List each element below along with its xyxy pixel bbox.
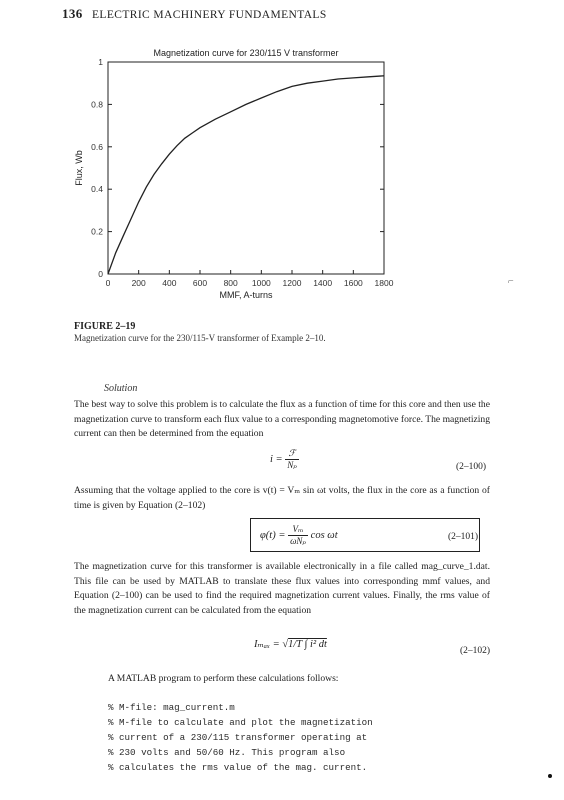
equation-3 <box>254 638 327 650</box>
equation-3-lhs: Iₘₐₓ = <box>254 639 280 650</box>
x-tick-label: 0 <box>105 278 111 288</box>
page-corner-mark <box>548 774 552 778</box>
x-tick-label: 400 <box>162 278 177 288</box>
chart-series <box>108 76 384 274</box>
paragraph-3: The magnetization curve for this transformer is available electronically in a file called mag_curve_1.dat. This file can be used by MATLAB to translate these flux values into corresponding mmf values, and Equation (2–100) can be used to find the required magnetization current values. Finally, the rms value of the magnetization current can be calculated from the equation <box>74 561 490 616</box>
equation-2 <box>260 524 338 547</box>
magnetization-chart <box>70 40 400 310</box>
x-tick-label: 1400 <box>313 278 333 288</box>
equation-2-number: (2–101) <box>448 532 479 542</box>
equation-3-radicand: 1/T ∫ i² dt <box>288 639 327 650</box>
x-tick-label: 200 <box>131 278 146 288</box>
y-tick-label: 1 <box>98 57 103 67</box>
y-axis-label: Flux, Wb <box>74 150 84 186</box>
x-tick-label: 1800 <box>374 278 394 288</box>
margin-mark: ⌐ <box>508 276 514 287</box>
solution-heading: Solution <box>104 383 138 394</box>
equation-2-denominator: ωNₚ <box>290 536 307 546</box>
chart-ticks <box>74 57 394 300</box>
code-line: % M-file: mag_current.m <box>108 702 235 713</box>
running-head-title: ELECTRIC MACHINERY FUNDAMENTALS <box>91 9 327 21</box>
x-tick-label: 600 <box>192 278 208 288</box>
equation-2-rhs: cos ωt <box>310 529 338 541</box>
code-line: % calculates the rms value of the mag. current. <box>108 762 368 773</box>
equation-2-fraction <box>288 524 308 547</box>
plot-frame <box>108 62 384 274</box>
code-line: % current of a 230/115 transformer operating at <box>108 732 368 743</box>
running-head <box>62 6 327 22</box>
equation-2-lhs: φ(t) = <box>260 529 286 541</box>
paragraph-4: A MATLAB program to perform these calculations follows: <box>108 673 339 684</box>
y-tick-label: 0.4 <box>91 184 103 195</box>
y-tick-label: 0.2 <box>91 226 103 237</box>
equation-1 <box>270 448 299 471</box>
figure-label: FIGURE 2–19 <box>74 321 136 332</box>
x-tick-label: 800 <box>223 278 238 288</box>
x-tick-label: 1000 <box>251 278 271 288</box>
y-tick-label: 0.8 <box>91 99 103 110</box>
equation-1-fraction <box>285 448 299 471</box>
x-tick-label: 1600 <box>343 278 363 288</box>
code-line: % 230 volts and 50/60 Hz. This program also <box>108 747 346 758</box>
equation-3-root: √1/T ∫ i² dt <box>282 639 327 650</box>
equation-3-number: (2–102) <box>460 646 491 656</box>
paragraph-1: The best way to solve this problem is to calculate the flux as a function of time for this core and then use the magnetization curve to transform each flux value to a corresponding magnetomotive force. The magnetizing current can then be determined from the equation <box>74 399 490 439</box>
series-line <box>108 76 384 274</box>
x-tick-label: 1200 <box>282 278 302 288</box>
code-line: % M-file to calculate and plot the magnetization <box>108 717 373 728</box>
page-number: 136 <box>62 6 83 21</box>
chart-frame <box>108 48 384 274</box>
equation-1-lhs: i = <box>270 453 283 465</box>
equation-1-number: (2–100) <box>456 462 487 472</box>
paragraph-2: Assuming that the voltage applied to the core is v(t) = Vₘ sin ωt volts, the flux in the core as a function of time is given by Equation (2–102) <box>74 485 490 511</box>
equation-1-numerator: ℱ <box>285 448 299 460</box>
equation-1-denominator: Nₚ <box>287 460 297 470</box>
figure-caption: Magnetization curve for the 230/115-V transformer of Example 2–10. <box>74 333 326 343</box>
y-tick-label: 0 <box>98 269 103 279</box>
x-axis-label: MMF, A-turns <box>219 290 273 300</box>
chart-title: Magnetization curve for 230/115 V transformer <box>153 48 339 58</box>
y-tick-label: 0.6 <box>91 141 103 152</box>
equation-2-numerator: Vₘ <box>288 524 308 536</box>
